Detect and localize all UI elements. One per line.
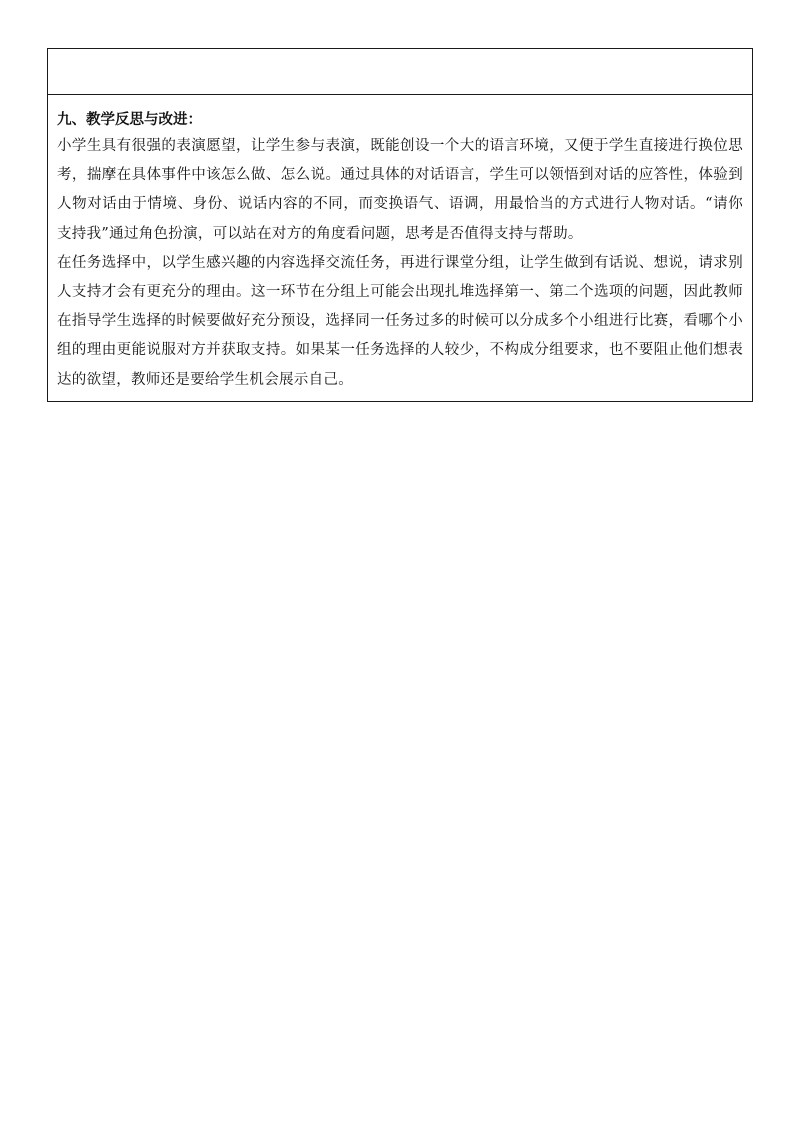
lesson-plan-table	[47, 48, 753, 402]
section-heading: 九、教学反思与改进：	[57, 112, 202, 128]
reflection-paragraph-1: 小学生具有很强的表演愿望，让学生参与表演，既能创设一个大的语言环境，又便于学生直接进行换位思考，揣摩在具体事件中该怎么做、怎么说。通过具体的对话语言，学生可以领悟到对话的应答性，体验到人物对话由于情境、身份、说话内容的不同，而变换语气、语调，用最恰当的方式进行人物对话。“请你支持我”通过角色扮演，可以站在对方的角度看问题，思考是否值得支持与帮助。	[57, 138, 743, 242]
reflection-cell	[48, 95, 752, 401]
empty-table-row	[48, 49, 752, 95]
reflection-paragraph-2: 在任务选择中，以学生感兴趣的内容选择交流任务，再进行课堂分组，让学生做到有话说、想说，请求别人支持才会有更充分的理由。这一环节在分组上可能会出现扎堆选择第一、第二个选项的问题，因此教师在指导学生选择的时候要做好充分预设，选择同一任务过多的时候可以分成多个小组进行比赛，看哪个小组的理由更能说服对方并获取支持。如果某一任务选择的人较少，不构成分组要求，也不要阻止他们想表达的欲望，教师还是要给学生机会展示自己。	[57, 254, 743, 388]
